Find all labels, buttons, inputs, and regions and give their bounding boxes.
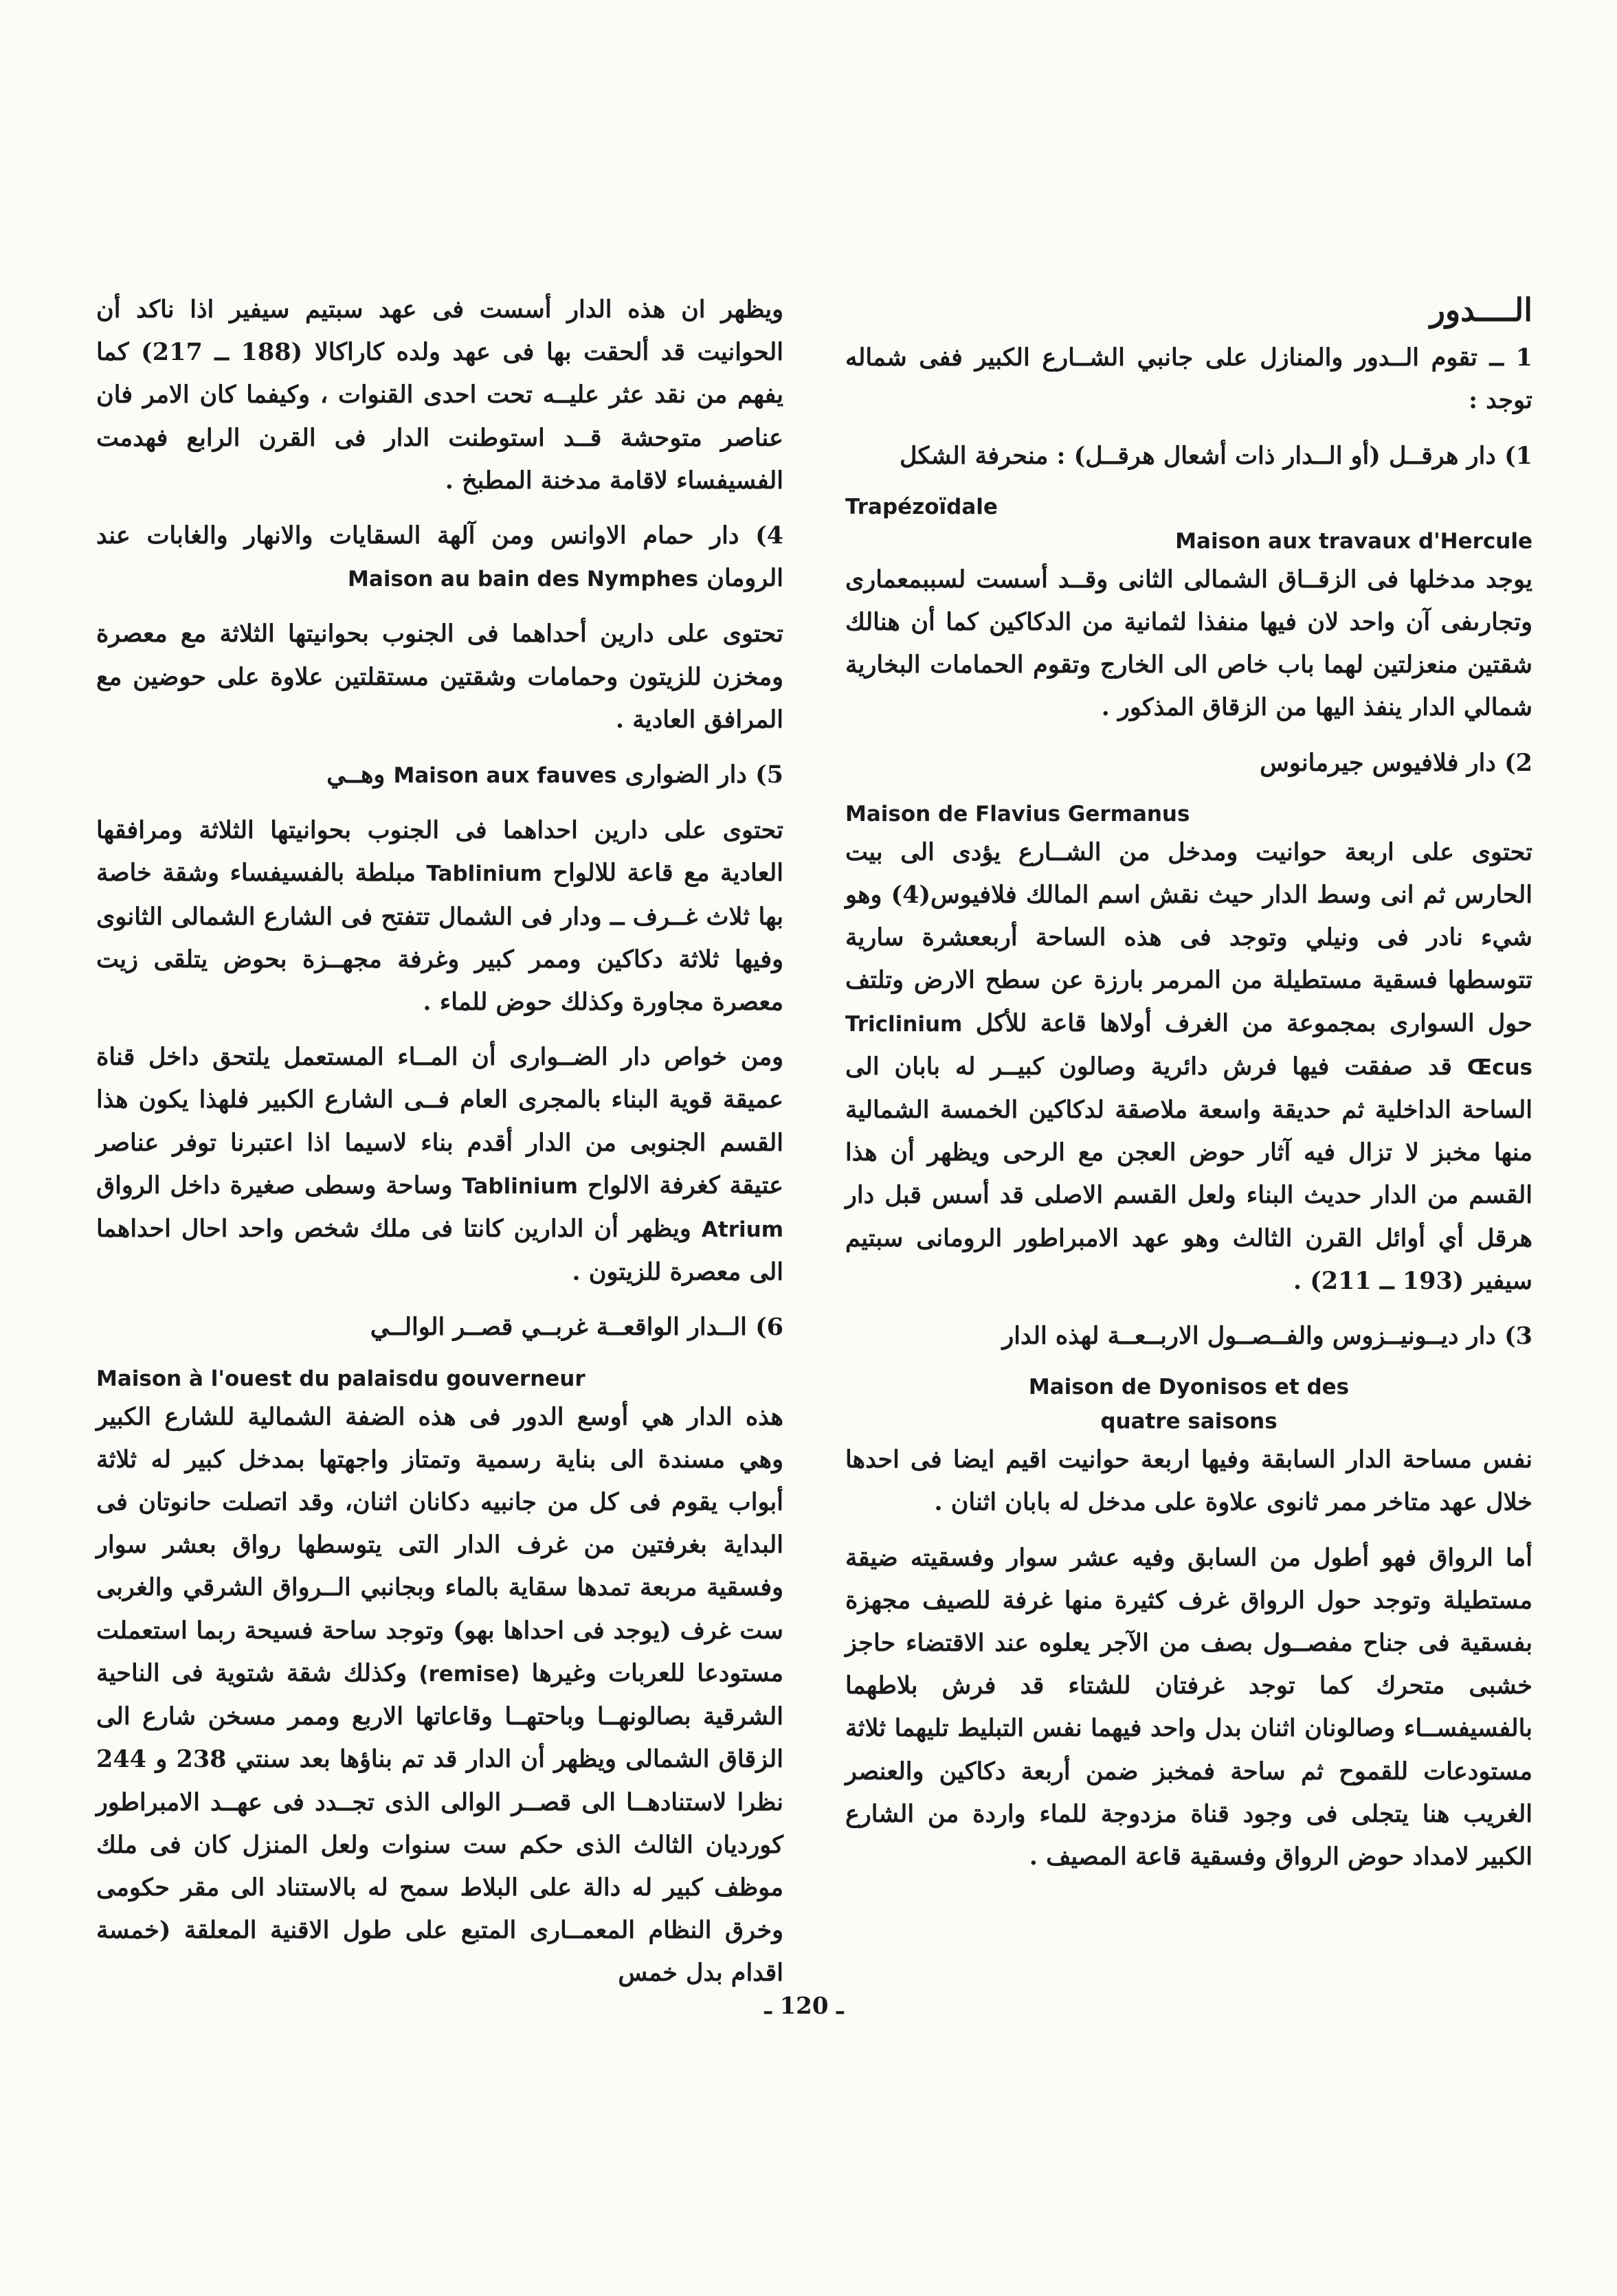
house5-fr-tablinium2: Tablinium <box>462 1173 578 1199</box>
house6-fr-name: Maison à l'ouest du palaisdu gouverneur <box>96 1366 586 1391</box>
house3-fr-name-line1: Maison de Dyonisos et des <box>1028 1375 1350 1400</box>
house5-text5: ويظهر أن الدارين كانتا فى ملك شخص واحد احال احداهما الى معصرة للزيتون . <box>96 1215 783 1287</box>
house6-heading-tail: هذه الدار <box>687 1402 783 1431</box>
house1-heading: 1) دار هرقــل (أو الــدار ذات أشعال هرقــل) : منحرفة الشكل <box>899 441 1532 470</box>
house5-text3: ومن خواص دار الضــوارى أن المــاء المستعمل يلتحق داخل قناة عميقة قوية البناء بالمجرى العام فــى الشارع الكبير فلهذا يكون هذا القسم الجنوبى من الدار أقدم بناء لاسيما اذا اعتبرنا توفر عناصر عتيقة كغرفة الالواح <box>96 1043 784 1200</box>
house4-heading <box>96 515 783 600</box>
house6-text-body: هي أوسع الدور فى هذه الضفة الشمالية للشارع الكبير وهي مسندة الى بناية رسمية وتمتاز واجهتها بمدخل كبير له ثلاثة أبواب يقوم فى كل من جانبيه دكانان اثنان، وقد اتصلت حانوتان فى البداية بغرفتين من غرف الدار التى يتوسطها رواق بعشر سوار وفسقية مربعة تمدها سقاية بالماء وبجانبي الــرواق الشرقي والغربى ست غرف (يوجد فى احداها بهو) وتوجد ساحة فسيحة ربما استعملت مستودعا للعربات وغيرها <box>96 1402 784 1687</box>
house5-fr-tablinium: Tablinium <box>426 862 542 887</box>
house2-fr-oecus: Œcus <box>1467 1055 1532 1080</box>
house3-heading: 3) دار ديــونيــزوس والفــصــول الاربــعــة لهذه الدار <box>1002 1322 1532 1351</box>
house2-text1 <box>845 831 1532 1303</box>
page-number: ـ 120 ـ <box>764 1992 844 2020</box>
house3-text1: نفس مساحة الدار السابقة وفيها اربعة حوانيت اقيم ايضا فى احدها خلال عهد متاخر ممر ثانوى علاوة على مدخل له بابان اثنان . <box>845 1445 1532 1517</box>
house5-text2: مبلطة بالفسيفساء وشقة خاصة بها ثلاث غــرف ــ ودار فى الشمال تتفتح فى الشارع الشمالى الثانوى وفيها ثلاثة دكاكين وممر كبير وغرفة مجهــزة بحوض يتلقى زيت معصرة مجاورة وكذلك حوض للماء . <box>96 859 783 1017</box>
house6-fr-remise: (remise) <box>419 1661 520 1687</box>
house5-text4: وساحة وسطى صغيرة داخل الرواق <box>96 1171 453 1200</box>
right-column <box>845 289 1532 1891</box>
house6-heading <box>96 1306 783 1349</box>
house3-fr-name-line2: quatre saisons <box>1100 1409 1278 1434</box>
house6-text2: وكذلك شقة شتوية فى الناحية الشرقية بصالونهــا وباحتهــا وقاعاتها الاربع وممر مسخن شارع الى الزقاق الشمالى ويظهر أن الدار قد تم بناؤها بعد سنتي 238 و 244 نظرا لاستنادهــا الى قصــر الوالى الذى تجــدد فى عهــد الامبراطور كورديان الثالث الذى حكم ست سنوات ولعل المنزل كان فى ملك موظف كبير له دالة على البلاط سمح له بالاستناد الى مقر حكومى وخرق النظام المعمــارى المتبع على طول الاقنية المعلقة (خمسة اقدام بدل خمس <box>96 1658 783 1988</box>
house3-text2: أما الرواق فهو أطول من السابق وفيه عشر سوار وفسقيته ضيقة مستطيلة وتوجد حول الرواق غرف كثيرة منها غرفة للصيف مجهزة بفسقية فى جناح مفصــول بصف من الآجر يعلوه عند الاقتضاء حاجز خشبى متحرك كما توجد غرفتان للشتاء قد فرش بلاطهما بالفسيفســاء وصالونان اثنان بدل واحد فيهما نفس التبليط تليهما ثلاثة مستودعات للقموح ثم ساحة فمخبز ضمن أربعة دكاكين والعنصر الغريب هنا يتجلى فى وجود قناة مزدوجة للماء واردة من الشارع الكبير لامداد حوض الرواق وفسقية قاعة المصيف . <box>845 1543 1532 1871</box>
house5-text-b <box>96 1036 783 1294</box>
house5-heading <box>96 754 783 797</box>
house5-heading-tail: وهــي <box>326 761 386 789</box>
intro-paragraph: 1 ــ تقوم الــدور والمنازل على جانبي الشــارع الكبير ففى شماله توجد : <box>845 344 1532 415</box>
house2-heading: 2) دار فلافيوس جيرمانوس <box>1260 748 1532 777</box>
house4-text: تحتوى على دارين أحداهما فى الجنوب بحوانيتها الثلاثة مع معصرة ومخزن للزيتون وحمامات وشقتين مستقلتين علاوة على حوضين مع المرافق العادية . <box>96 620 783 734</box>
house4-fr-name: Maison au bain des Nymphes <box>348 567 699 592</box>
house6-heading-text: 6) الــدار الواقعــة غربــي قصــر الوالــي <box>370 1313 783 1342</box>
house2-fr-name: Maison de Flavius Germanus <box>845 801 1190 826</box>
house6-text <box>96 1396 783 1995</box>
section-title: الــــدور <box>1429 291 1532 328</box>
house2-fr-triclinium: Triclinium <box>845 1011 963 1037</box>
house5-text1: تحتوى على دارين احداهما فى الجنوب بحوانيتها الثلاثة ومرافقها العادية مع قاعة للالواح <box>96 816 783 888</box>
house1-text: يوجد مدخلها فى الزقــاق الشمالى الثانى وقــد أسست لسببمعمارى وتجارىفى آن واحد لان فيها منفذا لثمانية من الدكاكين كما أن هنالك شقتين منعزلتين لهما باب خاص الى الخارج وتقوم الحمامات البخارية شمالي الدار ينفذ اليها من الزقاق المذكور . <box>845 565 1532 722</box>
left-column <box>96 289 783 2007</box>
house1-fr-name: Maison aux travaux d'Hercule <box>1175 528 1532 554</box>
left-top-paragraph: ويظهر ان هذه الدار أسست فى عهد سبتيم سيفير اذا ناكد أن الحوانيت قد ألحقت بها فى عهد ولده كاراكالا (188 ــ 217) كما يفهم من نقد عثر عليــه تحت احدى القنوات ، وكيفما كان الامر فان عناصر متوحشة قــد استوطنت الدار فى القرن الرابع فهدمت الفسيفساء لاقامة مدخنة المطبخ . <box>96 295 783 495</box>
house1-fr-shape: Trapézoïdale <box>845 494 998 519</box>
house2-text2-body: قد صفقت فيها فرش دائرية وصالون كبيــر له بابان الى الساحة الداخلية ثم حديقة واسعة ملاصقة لدكاكين الخمسة الشمالية منها مخبز لا تزال فيه آثار حوض العجن مع الرحى ويظهر أن هذا القسم من الدار حديث البناء ولعل القسم الاصلى قد أسس قبل دار هرقل أي أوائل القرن الثالث وهو عهد الامبراطور الرومانى سبتيم سيفير (193 ــ 211) . <box>845 1052 1532 1295</box>
house2-text1-body: تحتوى على اربعة حوانيت ومدخل من الشــارع يؤدى الى بيت الحارس ثم انى وسط الدار حيث نقش اسم المالك فلافيوس(4) وهو شيء نادر فى ونيلي وتوجد فى هذه الساحة أربععشرة سارية تتوسطها فسقية مستطيلة من المرمر بارزة عن سطح الارض وتلتف حول السوارى بمجموعة من الغرف أولاها قاعة للأكل <box>845 837 1533 1037</box>
house5-text-a <box>96 809 783 1024</box>
house5-fr-name: Maison aux fauves <box>393 763 617 789</box>
house5-fr-atrium: Atrium <box>701 1217 784 1243</box>
house4-heading-text: 4) دار حمام الاوانس ومن آلهة السقايات والانهار والغابات عند الرومان <box>96 521 783 593</box>
house5-heading-text: 5) دار الضوارى <box>625 761 783 789</box>
